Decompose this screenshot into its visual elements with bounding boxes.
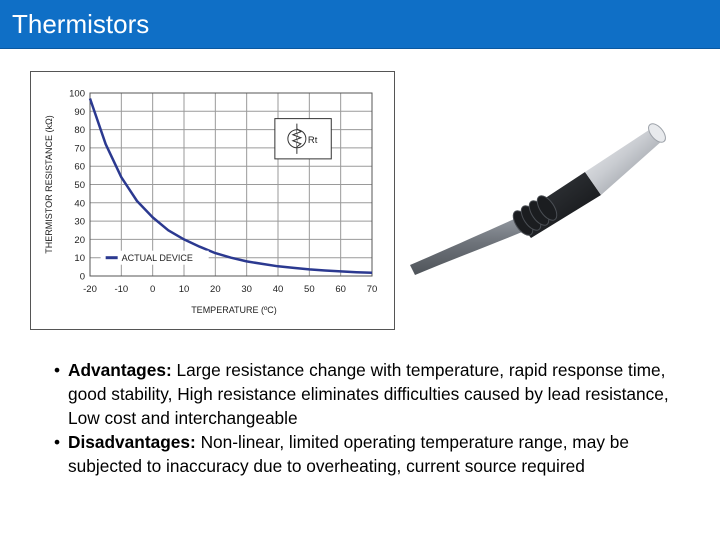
y-tick-label: 70 <box>74 143 85 155</box>
y-tick-label: 80 <box>74 125 85 137</box>
y-tick-label: 60 <box>74 161 85 173</box>
x-tick-label: 70 <box>366 284 378 295</box>
advantages-text: Large resistance change with temperature, rapid response time, good stability, High resistance eliminates difficulties caused by lead resistance, Low cost and interchangeable <box>68 360 669 428</box>
y-axis-label: THERMISTOR RESISTANCE (kΩ) <box>44 115 54 254</box>
bullet-marker: • <box>54 360 61 380</box>
x-tick-label: 30 <box>241 284 252 295</box>
y-tick-label: 10 <box>74 253 85 265</box>
bullet-list <box>48 358 688 478</box>
y-tick-label: 30 <box>74 216 85 228</box>
x-tick-label: -20 <box>83 284 97 295</box>
y-tick-label: 100 <box>69 88 85 100</box>
resistance-temperature-chart <box>31 72 394 329</box>
legend-label: ACTUAL DEVICE <box>121 253 193 264</box>
y-tick-label: 20 <box>74 234 85 246</box>
thermistor-probe-photo <box>405 110 675 275</box>
symbol-box <box>275 119 331 159</box>
x-tick-label: 0 <box>150 284 156 295</box>
x-tick-label: 40 <box>272 284 284 295</box>
x-tick-label: 60 <box>335 284 346 295</box>
symbol-label: Rt <box>307 134 318 146</box>
y-tick-label: 40 <box>74 198 85 210</box>
y-tick-label: 50 <box>74 180 85 191</box>
bullet-marker: • <box>54 432 61 452</box>
disadvantages-bullet <box>48 430 688 478</box>
advantages-bullet <box>48 358 688 430</box>
x-tick-label: 20 <box>210 284 221 295</box>
x-tick-label: 10 <box>178 284 190 295</box>
title-bar <box>0 0 720 49</box>
x-axis-label: TEMPERATURE (ºC) <box>191 305 277 315</box>
y-tick-label: 0 <box>79 271 85 283</box>
disadvantages-text: Non-linear, limited operating temperature range, may be subjected to inaccuracy due to overheating, current source required <box>68 432 629 476</box>
disadvantages-term: Disadvantages: <box>68 432 196 452</box>
y-tick-label: 90 <box>74 106 85 118</box>
slide-title: Thermistors <box>12 9 150 39</box>
x-tick-label: -10 <box>114 284 129 295</box>
x-tick-label: 50 <box>304 284 315 295</box>
chart-figure <box>30 71 395 330</box>
advantages-term: Advantages: <box>68 360 172 380</box>
